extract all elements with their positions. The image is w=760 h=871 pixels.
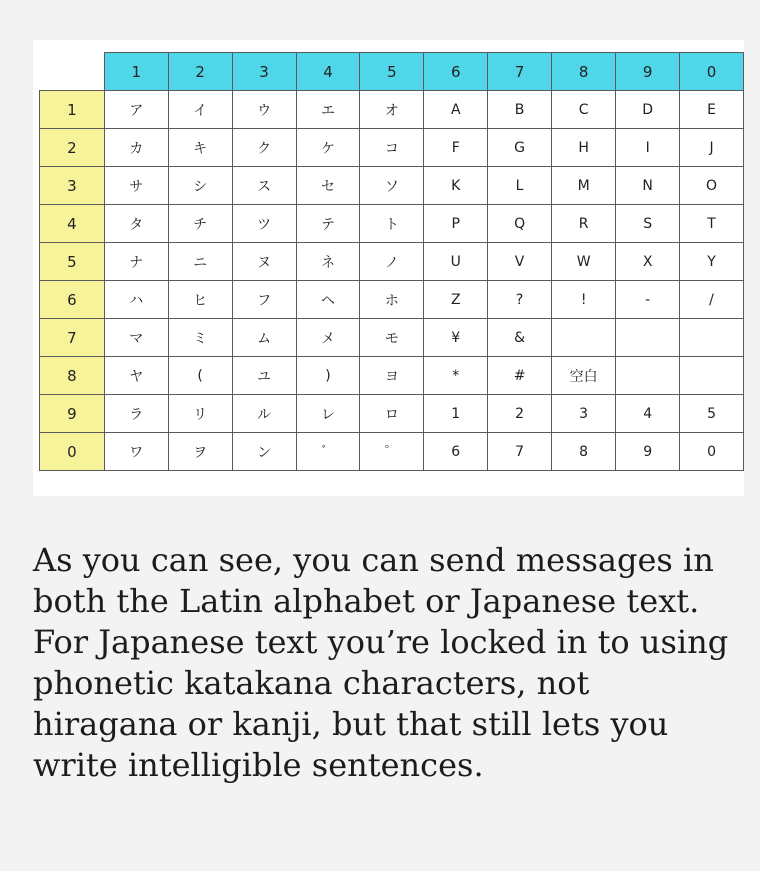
table-cell: &	[488, 319, 552, 357]
table-cell: ユ	[232, 357, 296, 395]
table-cell: 9	[616, 433, 680, 471]
table-cell: 4	[616, 395, 680, 433]
table-cell: 5	[680, 395, 744, 433]
column-header: 8	[552, 53, 616, 91]
table-cell: ナ	[104, 243, 168, 281]
row-header: 0	[40, 433, 105, 471]
table-cell: U	[424, 243, 488, 281]
table-cell: レ	[296, 395, 360, 433]
table-cell: I	[616, 129, 680, 167]
table-row	[40, 319, 744, 357]
table-cell: 0	[680, 433, 744, 471]
table-cell: H	[552, 129, 616, 167]
table-cell: ヲ	[168, 433, 232, 471]
table-cell: ヨ	[360, 357, 424, 395]
row-header: 2	[40, 129, 105, 167]
table-cell: B	[488, 91, 552, 129]
table-cell: -	[616, 281, 680, 319]
row-header: 1	[40, 91, 105, 129]
table-cell: T	[680, 205, 744, 243]
table-row	[40, 167, 744, 205]
column-header: 3	[232, 53, 296, 91]
table-cell: E	[680, 91, 744, 129]
row-header: 3	[40, 167, 105, 205]
table-cell: N	[616, 167, 680, 205]
table-cell: イ	[168, 91, 232, 129]
table-cell	[552, 319, 616, 357]
table-cell: ア	[104, 91, 168, 129]
table-cell: 空白	[552, 357, 616, 395]
table-row	[40, 205, 744, 243]
column-header: 7	[488, 53, 552, 91]
table-cell: ヘ	[296, 281, 360, 319]
table-cell: A	[424, 91, 488, 129]
row-header: 6	[40, 281, 105, 319]
table-cell: R	[552, 205, 616, 243]
character-table-figure	[33, 40, 744, 496]
table-cell: 6	[424, 433, 488, 471]
table-cell: ゛	[296, 433, 360, 471]
table-cell: S	[616, 205, 680, 243]
table-row	[40, 91, 744, 129]
row-header: 5	[40, 243, 105, 281]
table-cell: ル	[232, 395, 296, 433]
table-cell: シ	[168, 167, 232, 205]
table-cell: 2	[488, 395, 552, 433]
table-cell: L	[488, 167, 552, 205]
table-cell: ウ	[232, 91, 296, 129]
table-cell: J	[680, 129, 744, 167]
table-cell: (	[168, 357, 232, 395]
table-cell: ?	[488, 281, 552, 319]
table-cell: コ	[360, 129, 424, 167]
table-cell: ケ	[296, 129, 360, 167]
table-cell	[680, 319, 744, 357]
table-cell: X	[616, 243, 680, 281]
table-cell: リ	[168, 395, 232, 433]
table-cell: モ	[360, 319, 424, 357]
table-cell: ス	[232, 167, 296, 205]
table-corner	[40, 53, 105, 91]
table-cell: ¥	[424, 319, 488, 357]
table-cell: ム	[232, 319, 296, 357]
row-header: 4	[40, 205, 105, 243]
table-cell: サ	[104, 167, 168, 205]
table-cell: K	[424, 167, 488, 205]
table-cell: ミ	[168, 319, 232, 357]
table-cell: 7	[488, 433, 552, 471]
caption-paragraph: As you can see, you can send messages in both the Latin alphabet or Japanese text. For Japanese text you’re locked in to using phonetic katakana characters, not hiragana or kanji, but that still lets you write intelligible sentences.	[33, 541, 729, 784]
table-cell: カ	[104, 129, 168, 167]
column-header: 6	[424, 53, 488, 91]
table-cell: ワ	[104, 433, 168, 471]
table-row	[40, 357, 744, 395]
table-cell: ノ	[360, 243, 424, 281]
table-cell: テ	[296, 205, 360, 243]
table-cell	[616, 357, 680, 395]
table-cell: 8	[552, 433, 616, 471]
table-cell: ン	[232, 433, 296, 471]
table-cell: ツ	[232, 205, 296, 243]
table-cell: *	[424, 357, 488, 395]
table-cell: Y	[680, 243, 744, 281]
column-header: 5	[360, 53, 424, 91]
table-cell: )	[296, 357, 360, 395]
table-cell: Z	[424, 281, 488, 319]
table-row	[40, 243, 744, 281]
table-cell: ゜	[360, 433, 424, 471]
table-cell: ホ	[360, 281, 424, 319]
table-cell: F	[424, 129, 488, 167]
table-cell: !	[552, 281, 616, 319]
table-cell: フ	[232, 281, 296, 319]
table-cell: 1	[424, 395, 488, 433]
row-header: 7	[40, 319, 105, 357]
table-cell: ソ	[360, 167, 424, 205]
table-cell: メ	[296, 319, 360, 357]
table-cell: ト	[360, 205, 424, 243]
table-cell: チ	[168, 205, 232, 243]
table-cell: ヤ	[104, 357, 168, 395]
table-cell: D	[616, 91, 680, 129]
column-header: 2	[168, 53, 232, 91]
column-header: 4	[296, 53, 360, 91]
table-cell: ヌ	[232, 243, 296, 281]
table-cell: G	[488, 129, 552, 167]
table-cell: #	[488, 357, 552, 395]
column-header: 1	[104, 53, 168, 91]
table-cell	[680, 357, 744, 395]
table-row	[40, 129, 744, 167]
table-cell: ロ	[360, 395, 424, 433]
table-cell: ク	[232, 129, 296, 167]
table-cell: セ	[296, 167, 360, 205]
table-row	[40, 395, 744, 433]
table-cell: M	[552, 167, 616, 205]
row-header: 9	[40, 395, 105, 433]
row-header: 8	[40, 357, 105, 395]
table-cell: O	[680, 167, 744, 205]
table-cell: ヒ	[168, 281, 232, 319]
table-cell: タ	[104, 205, 168, 243]
table-cell: ラ	[104, 395, 168, 433]
table-cell: オ	[360, 91, 424, 129]
table-cell: P	[424, 205, 488, 243]
column-header: 0	[680, 53, 744, 91]
column-header-row	[40, 53, 744, 91]
table-cell: ニ	[168, 243, 232, 281]
table-cell: ハ	[104, 281, 168, 319]
table-cell: C	[552, 91, 616, 129]
table-cell: Q	[488, 205, 552, 243]
character-table	[39, 52, 744, 471]
table-cell	[616, 319, 680, 357]
table-cell: W	[552, 243, 616, 281]
table-cell: 3	[552, 395, 616, 433]
table-cell: /	[680, 281, 744, 319]
table-cell: V	[488, 243, 552, 281]
table-row	[40, 281, 744, 319]
table-cell: エ	[296, 91, 360, 129]
table-cell: ネ	[296, 243, 360, 281]
table-cell: キ	[168, 129, 232, 167]
table-cell: マ	[104, 319, 168, 357]
table-row	[40, 433, 744, 471]
column-header: 9	[616, 53, 680, 91]
